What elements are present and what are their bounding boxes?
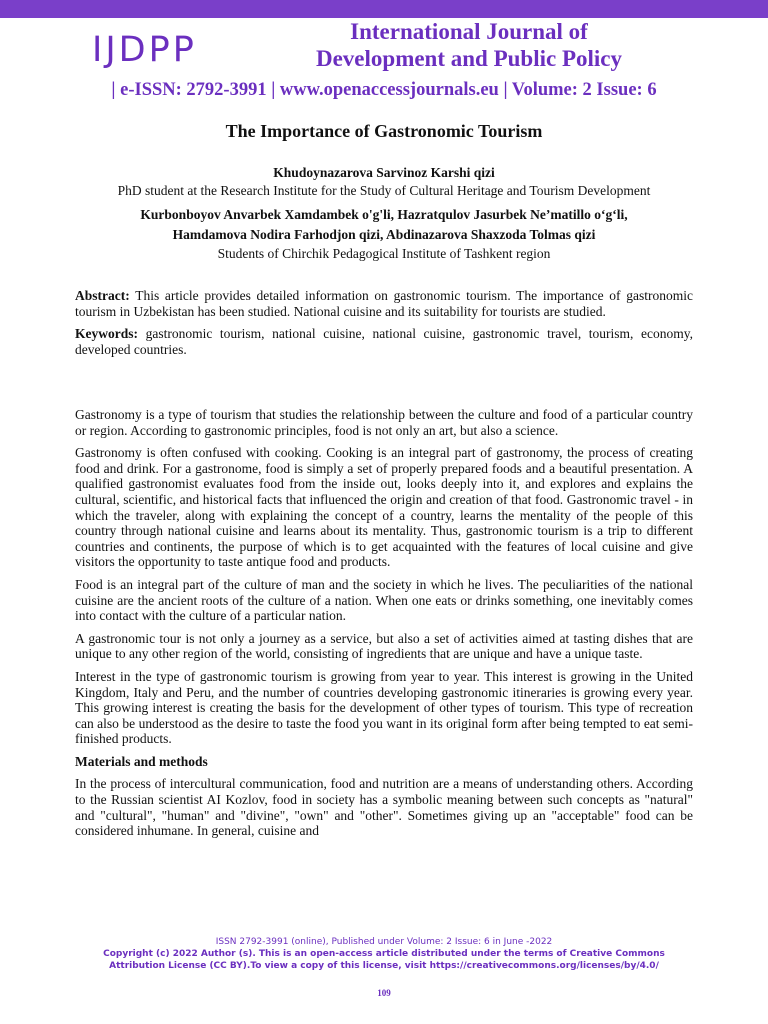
abstract-block [75,288,693,364]
affiliation-primary: PhD student at the Research Institute for the Study of Cultural Heritage and Tourism Development [117,183,651,198]
footer-issn-line: ISSN 2792-3991 (online), Published under Volume: 2 Issue: 6 in June -2022 [215,937,553,947]
keywords-text: gastronomic tourism, national cuisine, national cuisine, gastronomic travel, tourism, economy, developed countries. [75,326,693,357]
body-paragraph-2: Gastronomy is often confused with cooking. Cooking is an integral part of gastronomy, the process of creating food and drink. For a gastronome, food is simply a set of properly prepared foods and a beautiful presentation. A qualified gastronomist evaluates food from the inside out, looks deeply into it, and explores and explains the cultural, scientific, and historical facts that influenced the origin and creation of that food. Gastronomic travel - in which the traveler, along with explaining the concept of a country, learns the mentality of the people of this country through national cuisine and learns about its mentality. Thus, gastronomic tourism is a trip to different countries and continents, the purpose of which is to get acquainted with the features of local cuisine and give visitors the opportunity to taste antique food and products. [75,445,693,570]
page-number: 109 [377,988,391,998]
journal-title [296,18,642,72]
authors-secondary-line-2: Hamdamova Nodira Farhodjon qizi, Abdinazarova Shaxzoda Tolmas qizi [172,227,596,242]
author-primary: Khudoynazarova Sarvinoz Karshi qizi [273,165,495,180]
body-paragraph-4: A gastronomic tour is not only a journey as a service, but also a set of activities aimed at tasting dishes that are unique to any other region of the world, consisting of ingredients that are unique and have a unique taste. [75,630,693,662]
body-paragraph-1: Gastronomy is a type of tourism that studies the relationship between the culture and food of a particular country or region. According to gastronomic principles, food is not only an art, but also a science. [75,407,693,438]
journal-title-line-1: International Journal of [350,19,588,44]
journal-title-line-2: Development and Public Policy [315,46,623,71]
authors-secondary-line-1: Kurbonboyov Anvarbek Xamdambek o'g'li, Hazratqulov Jasurbek Ne’matillo o‘g‘li, [140,207,628,222]
affiliation-secondary: Students of Chirchik Pedagogical Institute of Tashkent region [217,246,551,261]
abstract-label: Abstract: [75,288,130,303]
body-paragraph-3: Food is an integral part of the culture of man and the society in which he lives. The peculiarities of the national cuisine are the ancient roots of the culture of a nation. When one eats or drinks something, one inevitably comes into contact with the culture of a particular nation. [75,576,693,624]
footer-copyright-line: Copyright (c) 2022 Author (s). This is an open-access article distributed under the terms of Creative Commons [103,949,665,959]
footer-license-line: Attribution License (CC BY).To view a copy of this license, visit https://creativecommons.org/licenses/by/4.0/ [109,961,659,971]
article-body [75,407,693,846]
header-color-bar [0,0,768,18]
section-paragraph: In the process of intercultural communication, food and nutrition are a means of understanding others. According to the Russian scientist AI Kozlov, food in society has a symbolic meaning between such concepts as "natural" and "cultural", "human" and "divine", "own" and "other". Sometimes giving up an "acceptable" food can be considered inhumane. In general, cuisine and [75,776,693,839]
journal-logo: IJDPP [92,30,197,70]
abstract-text: This article provides detailed information on gastronomic tourism. The importance of gastronomic tourism in Uzbekistan has been studied. National cuisine and its suitability for tourists are studied. [75,288,693,319]
abstract [75,288,693,319]
section-heading-materials-methods: Materials and methods [75,753,208,769]
keywords-label: Keywords: [75,326,138,342]
body-paragraph-5: Interest in the type of gastronomic tourism is growing from year to year. This interest is growing in the United Kingdom, Italy and Peru, and the number of countries developing gastronomic itineraries is growing every year. This growing interest is creating the basis for the development of other types of tourism. This type of recreation can also be understood as the desire to taste the food you want in its original form after being tempted to eat semi-finished products. [75,668,693,747]
issn-volume-line: | e-ISSN: 2792-3991 | www.openaccessjournals.eu | Volume: 2 Issue: 6 [111,80,657,100]
keywords [75,326,693,357]
paper-title: The Importance of Gastronomic Tourism [225,121,543,141]
